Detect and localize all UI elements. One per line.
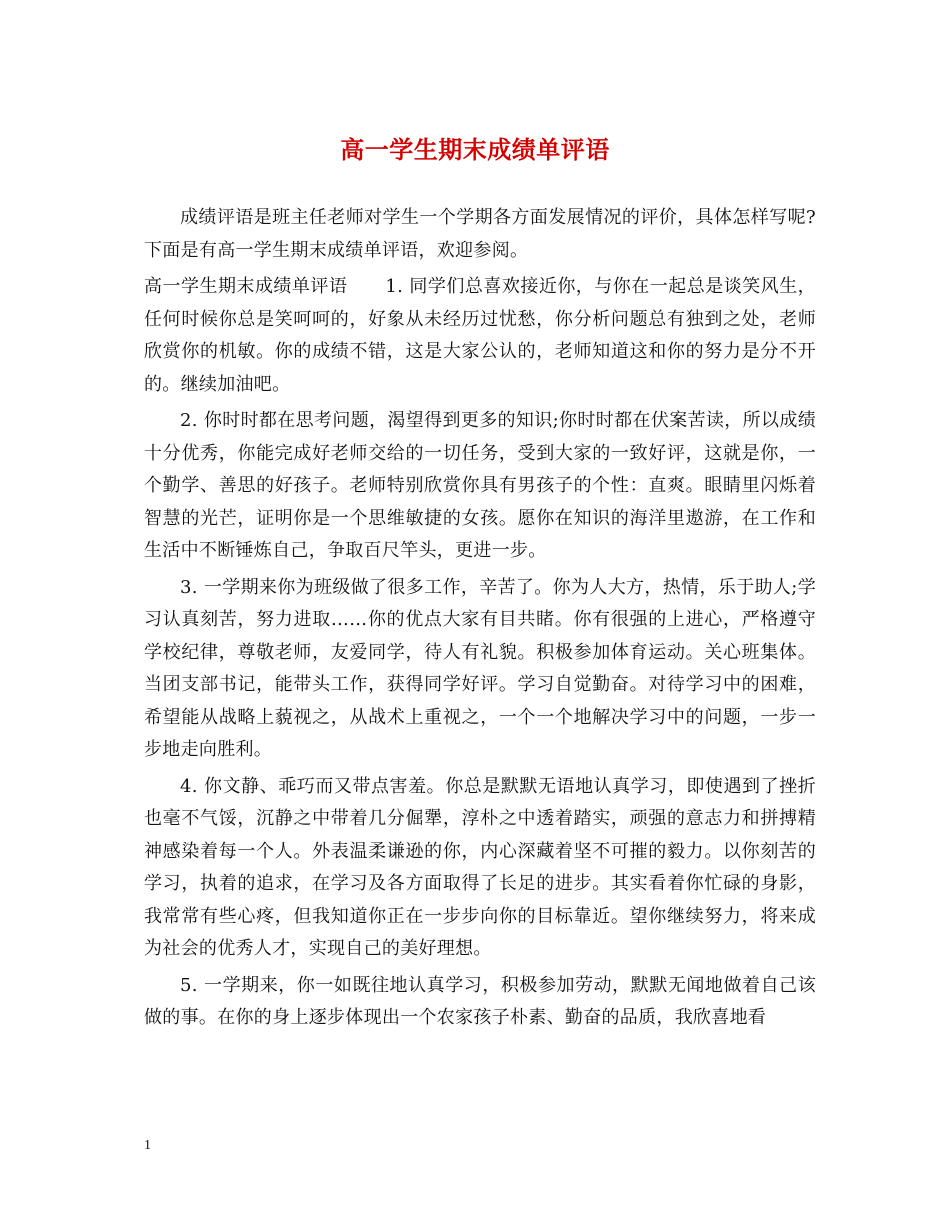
- document-title: 高一学生期末成绩单评语: [340, 135, 610, 164]
- section-heading: 高一学生期末成绩单评语: [144, 276, 348, 297]
- comment-paragraph-4: 4. 你文静、乖巧而又带点害羞。你总是默默无语地认真学习，即使遇到了挫折也毫不气馁，沉静之中带着几分倔犟，淳朴之中透着踏实，顽强的意志力和拼搏精神感染着每一个人。外表温柔谦逊的你，内心深藏着坚不可摧的毅力。以你刻苦的学习，执着的追求，在学习及各方面取得了长足的进步。其实看着你忙碌的身影，我常常有些心疼，但我知道你正在一步步向你的目标靠近。望你继续努力，将来成为社会的优秀人才，实现自己的美好理想。: [144, 775, 816, 959]
- comment-text-1: 1. 同学们总喜欢接近你，与你在一起总是谈笑风生，任何时候你总是笑呵呵的，好象从未经历过忧愁，你分析问题总有独到之处，老师欣赏你的机敏。你的成绩不错，这是大家公认的，老师知道这和你的努力是分不开的。继续加油吧。: [144, 276, 816, 395]
- page-number: 1: [144, 1138, 151, 1153]
- comment-paragraph-5: 5. 一学期来，你一如既往地认真学习，积极参加劳动，默默无闻地做着自己该做的事。在你的身上逐步体现出一个农家孩子朴素、勤奋的品质，我欣喜地看: [144, 974, 816, 1028]
- comment-paragraph-3: 3. 一学期来你为班级做了很多工作，辛苦了。你为人大方，热情，乐于助人;学习认真刻苦，努力进取……你的优点大家有目共睹。你有很强的上进心，严格遵守学校纪律，尊敬老师，友爱同学，待人有礼貌。积极参加体育运动。关心班集体。当团支部书记，能带头工作，获得同学好评。学习自觉勤奋。对待学习中的困难，希望能从战略上藐视之，从战术上重视之，一个一个地解决学习中的问题，一步一步地走向胜利。: [144, 576, 816, 760]
- intro-paragraph: 成绩评语是班主任老师对学生一个学期各方面发展情况的评价，具体怎样写呢?下面是有高一学生期末成绩单评语，欢迎参阅。: [144, 207, 816, 261]
- comment-paragraph-1: [144, 271, 816, 401]
- document-body: [144, 202, 816, 1039]
- comment-paragraph-2: 2. 你时时都在思考问题，渴望得到更多的知识;你时时都在伏案苦读，所以成绩十分优秀，你能完成好老师交给的一切任务，受到大家的一致好评，这就是你，一个勤学、善思的好孩子。老师特别欣赏你具有男孩子的个性：直爽。眼睛里闪烁着智慧的光芒，证明你是一个思维敏捷的女孩。愿你在知识的海洋里遨游，在工作和生活中不断锤炼自己，争取百尺竿头，更进一步。: [144, 410, 816, 561]
